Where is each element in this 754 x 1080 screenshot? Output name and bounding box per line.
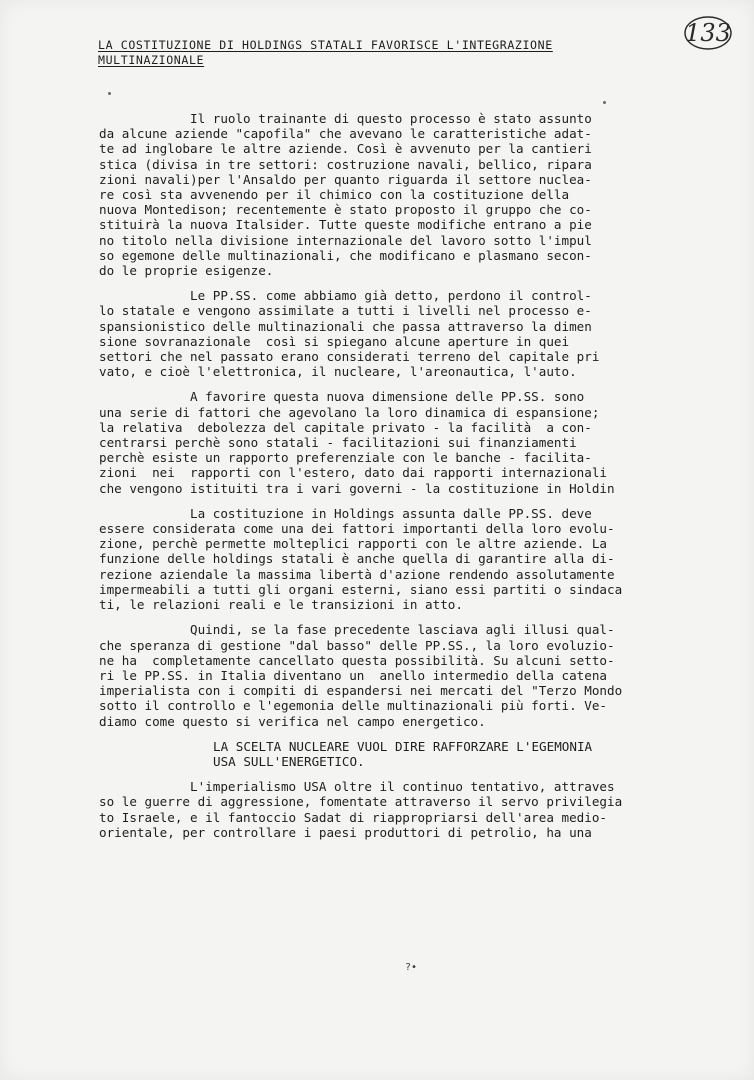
section-subheading <box>99 739 751 769</box>
text-line: sione sovranazionale così si spiegano alcune aperture in quei <box>99 333 570 349</box>
text-line: ri le PP.SS. in Italia diventano un anello intermedio della catena <box>99 667 607 683</box>
text-line: A favorire questa nuova dimensione delle PP.SS. sono <box>99 389 585 405</box>
text-line: ne ha completamente cancellato questa possibilità. Su alcuni setto- <box>99 652 615 668</box>
text-line: zioni nei rapporti con l'estero, dato dai rapporti internazionali <box>99 465 607 481</box>
text-line: Il ruolo trainante di questo processo è stato assunto <box>99 111 592 126</box>
text-line: da alcune aziende "capofila" che avevano le caratteristiche adat- <box>99 126 592 142</box>
text-line: Le PP.SS. come abbiamo già detto, perdono il control- <box>99 288 592 304</box>
text-line: L'imperialismo USA oltre il continuo tentativo, attraves <box>99 779 615 795</box>
text-line: la relativa debolezza del capitale privato - la facilità a con- <box>99 419 592 435</box>
text-line: che speranza di gestione "dal basso" delle PP.SS., la loro evoluzio- <box>99 637 615 653</box>
ink-speck <box>603 101 606 104</box>
text-line: che vengono istituiti tra i vari governi - la costituzione in Holdin <box>99 480 615 496</box>
text-line: settori che nel passato erano considerati terreno del capitale pri <box>99 349 600 365</box>
text-line: rezione aziendale la massima libertà d'azione rendendo assolutamente <box>99 566 615 582</box>
text-line: do le proprie esigenze. <box>99 263 274 279</box>
text-line: te ad inglobare le altre aziende. Così è avvenuto per la cantieri <box>99 141 592 157</box>
text-line: essere considerata come una dei fattori importanti della loro evolu- <box>99 521 615 537</box>
text-line: no titolo nella divisione internazionale del lavoro sotto l'impul <box>99 232 592 248</box>
text-line: imperialista con i compiti di espandersi nei mercati del "Terzo Mondo <box>99 683 623 699</box>
text-line: zione, perchè permette molteplici rapporti con le altre aziende. La <box>99 536 607 552</box>
text-line: zioni navali)per l'Ansaldo per quanto riguarda il settore nuclea- <box>99 171 592 187</box>
paragraph <box>99 506 751 612</box>
footer-mark: ?• <box>405 962 418 973</box>
text-line: vato, e cioè l'elettronica, il nucleare, l'areonautica, l'auto. <box>99 364 577 380</box>
text-line: La costituzione in Holdings assunta dalle PP.SS. deve <box>99 505 592 521</box>
body-text <box>99 111 751 840</box>
heading-line: MULTINAZIONALE <box>98 53 205 67</box>
page-heading <box>98 38 678 68</box>
paragraph <box>99 622 751 728</box>
text-line: sotto il controllo e l'egemonia delle multinazionali più forti. Ve- <box>99 698 607 714</box>
paragraph <box>99 389 751 495</box>
text-line: lo statale e vengono assimilate a tutti i livelli nel processo e- <box>99 303 592 319</box>
text-line: stica (divisa in tre settori: costruzione navali, bellico, ripara <box>99 156 592 172</box>
text-line: stituirà la nuova Italsider. Tutte queste modifiche entrano a pie <box>99 217 592 233</box>
heading-line: LA COSTITUZIONE DI HOLDINGS STATALI FAVORISCE L'INTEGRAZIONE <box>98 38 553 52</box>
ink-speck <box>108 92 111 95</box>
text-line: re così sta avvenendo per il chimico con la costituzione della <box>99 187 570 203</box>
text-line: to Israele, e il fantoccio Sadat di riappropriarsi dell'area medio- <box>99 809 607 825</box>
text-line: una serie di fattori che agevolano la loro dinamica di espansione; <box>99 404 600 420</box>
paragraph <box>99 111 751 278</box>
text-line: perchè esiste un rapporto preferenziale con le banche - facilita- <box>99 450 592 466</box>
paragraph <box>99 288 751 379</box>
text-line: nuova Montedison; recentemente è stato proposto il gruppo che co- <box>99 202 592 218</box>
subheading-line: LA SCELTA NUCLEARE VUOL DIRE RAFFORZARE L'EGEMONIA <box>213 738 593 754</box>
text-line: so le guerre di aggressione, fomentate attraverso il servo privilegia <box>99 794 623 810</box>
text-line: ti, le relazioni reali e le transizioni in atto. <box>99 597 463 613</box>
text-line: orientale, per controllare i paesi produttori di petrolio, ha una <box>99 824 592 840</box>
text-line: impermeabili a tutti gli organi esterni, siano essi partiti o sindaca <box>99 581 623 597</box>
text-line: funzione delle holdings statali è anche quella di garantire alla di- <box>99 551 615 567</box>
text-line: spansionistico delle multinazionali che passa attraverso la dimen <box>99 318 592 334</box>
page-number-text: 133 <box>685 19 731 47</box>
text-line: so egemone delle multinazionali, che modificano e plasmano secon- <box>99 247 592 263</box>
text-line: diamo come questo si verifica nel campo energetico. <box>99 713 486 729</box>
final-paragraph <box>99 779 751 840</box>
subheading-line: USA SULL'ENERGETICO. <box>213 753 365 769</box>
handwritten-page-number <box>683 14 733 52</box>
text-line: Quindi, se la fase precedente lasciava agli illusi qual- <box>99 622 615 638</box>
text-line: centrarsi perchè sono statali - facilitazioni sui finanziamenti <box>99 435 577 451</box>
